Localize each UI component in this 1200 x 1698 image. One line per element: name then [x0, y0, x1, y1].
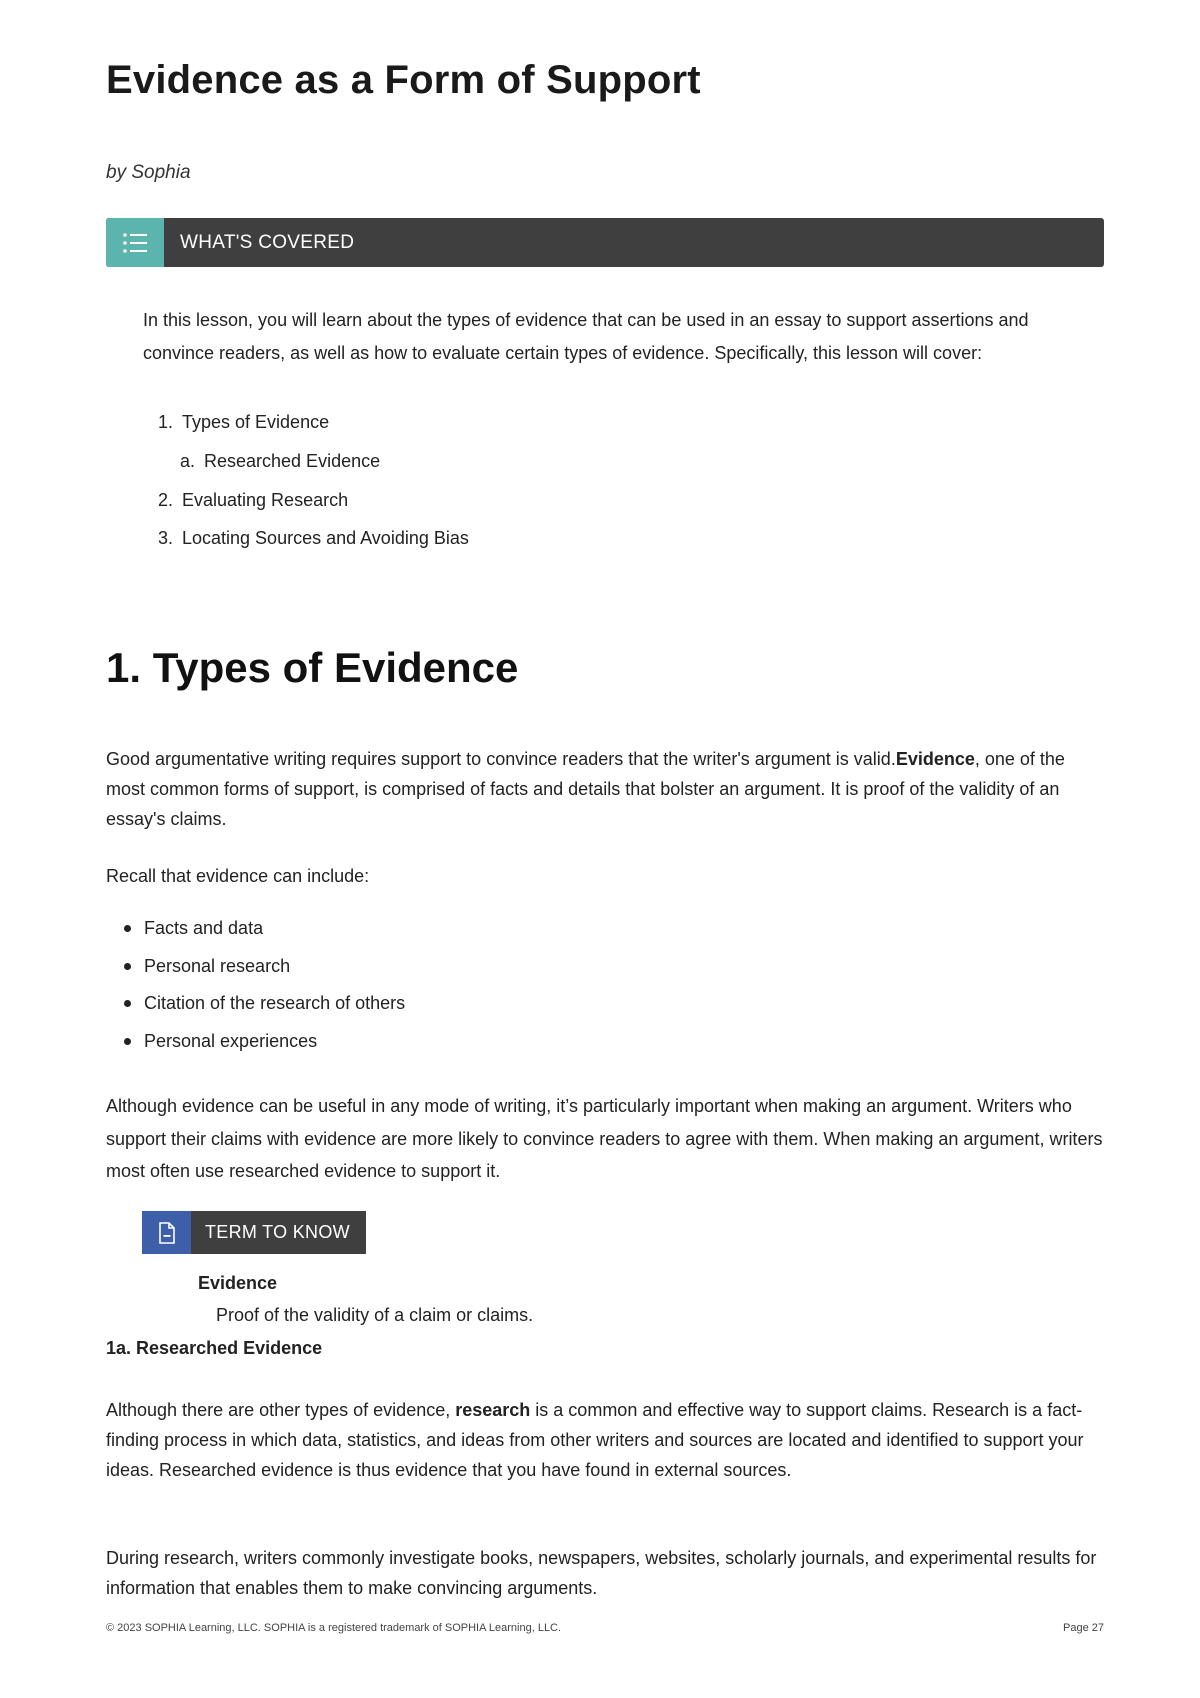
bullet-dot: [124, 963, 131, 970]
list-item: [124, 993, 405, 1014]
bullet-dot: [124, 1000, 131, 1007]
toc-item: [158, 412, 329, 433]
toc-label: Evaluating Research: [182, 490, 349, 510]
toc-label: Types of Evidence: [182, 412, 330, 432]
list-item: [124, 956, 290, 977]
toc-label: Locating Sources and Avoiding Bias: [182, 528, 469, 548]
list-item-label: Facts and data: [144, 918, 264, 938]
section-heading-types-of-evidence: 1. Types of Evidence: [106, 644, 519, 691]
toc-item: [158, 528, 469, 549]
list-item-label: Personal experiences: [144, 1031, 318, 1051]
paragraph-text: is a common and effective way to support claims. Research is a fact-finding process in which data, statistics, and ideas from other writers and sources are located and identified to support your ideas. Researched evidence is thus evidence that you have found in external sources.: [106, 1400, 1084, 1480]
bold-term-research: research: [455, 1400, 531, 1420]
bullet-dot: [124, 1038, 131, 1045]
list-icon: [106, 218, 164, 267]
term-word: Evidence: [198, 1273, 278, 1293]
paragraph-text: Good argumentative writing requires support to convince readers that the writer's argument is valid.: [106, 749, 896, 769]
author-byline: by Sophia: [106, 162, 191, 183]
term-to-know-label: TERM TO KNOW: [205, 1222, 350, 1242]
toc-number: 2.: [158, 490, 174, 510]
term-definition: Proof of the validity of a claim or claims.: [216, 1305, 534, 1325]
paragraph-text: Although there are other types of evidence,: [106, 1400, 456, 1420]
bullet-dot: [124, 925, 131, 932]
toc-subitem: [180, 451, 380, 472]
whats-covered-banner: [106, 218, 1104, 267]
toc-number: 3.: [158, 528, 174, 548]
toc-number: 1.: [158, 412, 174, 432]
paragraph-recall: Recall that evidence can include:: [106, 866, 370, 886]
footer-page-number: Page 27: [1063, 1622, 1104, 1634]
list-item-label: Citation of the research of others: [144, 993, 406, 1013]
footer-copyright: © 2023 SOPHIA Learning, LLC. SOPHIA is a registered trademark of SOPHIA Learning, LLC.: [106, 1622, 562, 1634]
subsection-heading-researched-evidence: 1a. Researched Evidence: [106, 1338, 323, 1358]
lesson-intro: In this lesson, you will learn about the types of evidence that can be used in an essay to support assertions and convince readers, as well as how to evaluate certain types of evidence. Specifically, this lesson will cover:: [143, 310, 1029, 363]
toc-item: [158, 490, 348, 511]
paragraph-argument: Although evidence can be useful in any mode of writing, it’s particularly important when making an argument. Writers who support their claims with evidence are more likely to convince readers to agree with them. When making an argument, writers most often use researched evidence to support it.: [106, 1096, 1103, 1181]
list-item: [124, 1031, 317, 1052]
toc-label: Researched Evidence: [204, 451, 381, 471]
list-item: [124, 918, 263, 939]
paragraph-evidence-intro: [106, 744, 1104, 834]
paragraph-research: [106, 1395, 1104, 1485]
term-to-know-banner: [142, 1211, 366, 1254]
page-title: Evidence as a Form of Support: [106, 58, 701, 102]
bold-term-evidence: Evidence: [895, 749, 975, 769]
paragraph-text: , one of the most common forms of support, is comprised of facts and details that bolster an argument. It is proof of the validity of an essay's claims.: [106, 749, 1065, 829]
paragraph-during-research: During research, writers commonly investigate books, newspapers, websites, scholarly journals, and experimental results for information that enables them to make convincing arguments.: [106, 1548, 1097, 1598]
toc-number: a.: [180, 451, 196, 471]
document-icon: [142, 1211, 191, 1254]
list-item-label: Personal research: [144, 956, 291, 976]
whats-covered-label: WHAT'S COVERED: [180, 231, 355, 253]
